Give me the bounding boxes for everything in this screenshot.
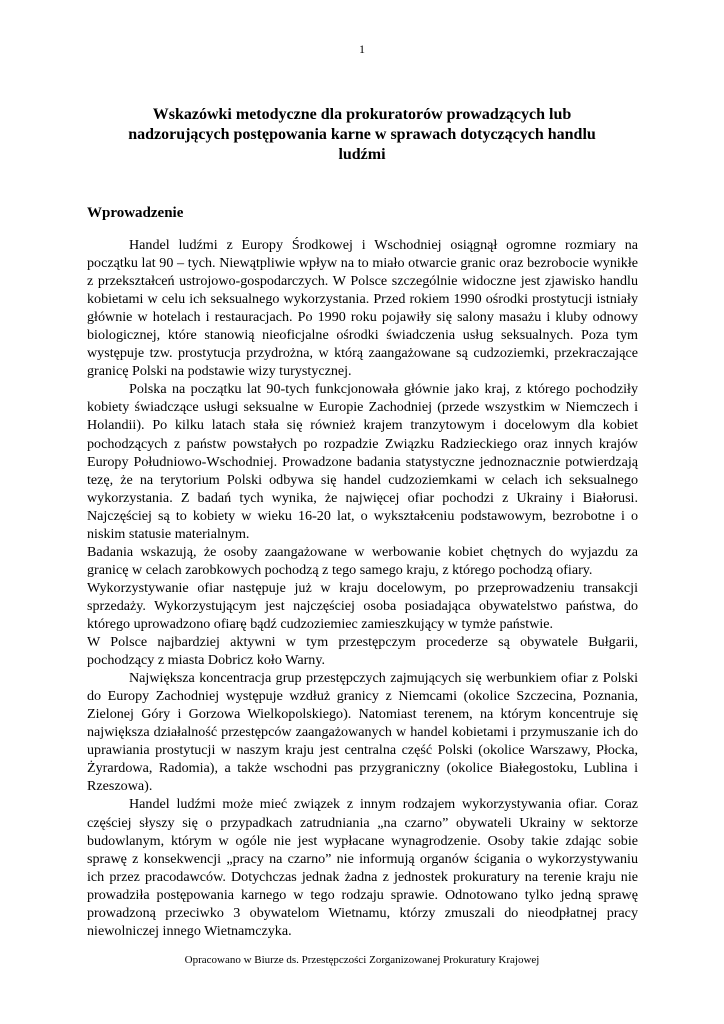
paragraph: Handel ludźmi z Europy Środkowej i Wschodniej osiągnął ogromne rozmiary na początku lat 90 – tych. Niewątpliwie wpływ na to miało otwarcie granic oraz bezrobocie wynikłe z przekształceń ustrojowo-gospodarczych. W Polsce szczególnie widoczne jest zjawisko handlu kobietami w celu ich seksualnego wykorzystania. Przed rokiem 1990 ośrodki prostytucji istniały głównie w hotelach i restauracjach. Po 1990 roku pojawiły się salony masażu i kluby odnowy biologicznej, które stanowią nieoficjalne ośrodki świadczenia usług seksualnych. Poza tym występuje tzw. prostytucja przydrożna, w którą zaangażowane są cudzoziemki, przekraczające granicę Polski na podstawie wizy turystycznej. [87, 237, 638, 380]
paragraph: Największa koncentracja grup przestępczych zajmujących się werbunkiem ofiar z Polski do Europy Zachodniej występuje wzdłuż granicy z Niemcami (okolice Szczecina, Poznania, Zielonej Góry i Gorzowa Wielkopolskiego). Natomiast terenem, na którym koncentruje się największa działalność przestępców zaangażowanych w handel kobietami i przymuszanie ich do uprawiania prostytucji w naszym kraju jest centralna część Polski (okolice Warszawy, Płocka, Żyrardowa, Radomia), a także wschodni pas przygraniczny (okolice Białegostoku, Lublina i Rzeszowa). [87, 670, 638, 795]
document-title: Wskazówki metodyczne dla prokuratorów prowadzących lub nadzorujących postępowania karne w sprawach dotyczących handlu ludźmi [128, 106, 596, 163]
paragraph: Polska na początku lat 90-tych funkcjonowała głównie jako kraj, z którego pochodziły kobiety świadczące usługi seksualne w Europie Zachodniej (przede wszystkim w Niemczech i Holandii). Po kilku latach stała się również krajem tranzytowym i docelowym dla kobiet pochodzących z państw powstałych po rozpadzie Związku Radzieckiego oraz innych krajów Europy Południowo-Wschodniej. Prowadzone badania statystyczne jednoznacznie potwierdzają tezę, że na terytorium Polski odbywa się handel cudzoziemkami w celach ich seksualnego wykorzystania. Z badań tych wynika, że najwięcej ofiar pochodzi z Ukrainy i Białorusi. Najczęściej są to kobiety w wieku 16-20 lat, o wykształceniu podstawowym, bezrobotne i o niskim statusie materialnym. [87, 381, 638, 542]
page-footer: Opracowano w Biurze ds. Przestępczości Zorganizowanej Prokuratury Krajowej [184, 954, 540, 966]
paragraph: Handel ludźmi może mieć związek z innym rodzajem wykorzystywania ofiar. Coraz częściej słyszy się o przypadkach zatrudniania „na czarno” obywateli Ukrainy w sektorze budowlanym, którym w ogóle nie jest wypłacane wynagrodzenie. Osoby takie zdając sobie sprawę z konsekwencji „pracy na czarno” nie informują organów ścigania o wykorzystywaniu ich przez pracodawców. Dotychczas jednak żadna z jednostek prokuratury na terenie kraju nie prowadziła postępowania karnego w tego rodzaju sprawie. Odnotowano tylko jedną sprawę prowadzoną przeciwko 3 obywatelom Wietnamu, którzy zmuszali do nieodpłatnej pracy niewolniczej innego Wietnamczyka. [87, 796, 638, 939]
page-number: 1 [359, 42, 365, 56]
paragraph: Badania wskazują, że osoby zaangażowane w werbowanie kobiet chętnych do wyjazdu za granicę w celach zarobkowych pochodzą z tego samego kraju, z którego pochodzą ofiary. [87, 543, 638, 578]
paragraph: W Polsce najbardziej aktywni w tym przestępczym procederze są obywatele Bułgarii, pochodzący z miasta Dobricz koło Warny. [87, 634, 638, 669]
document-body [87, 236, 638, 940]
section-heading: Wprowadzenie [87, 205, 184, 221]
paragraph: Wykorzystywanie ofiar następuje już w kraju docelowym, po przeprowadzeniu transakcji sprzedaży. Wykorzystującym jest najczęściej osoba posiadająca obywatelstwo państwa, do którego uprowadzono ofiarę bądź cudzoziemiec zamieszkujący w tymże państwie. [87, 579, 638, 632]
